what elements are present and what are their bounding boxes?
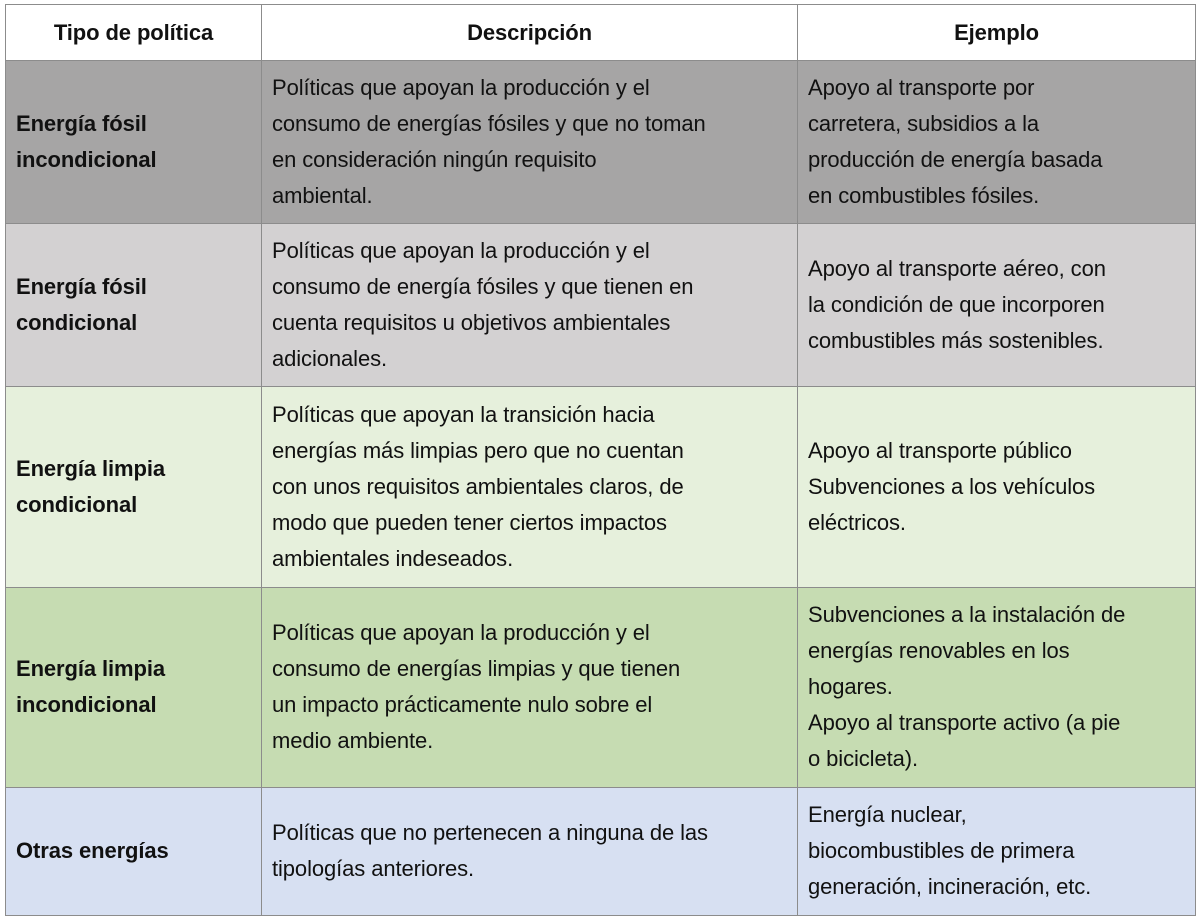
cell-line: Subvenciones a la instalación de [808,602,1126,628]
cell-line: Apoyo al transporte aéreo, con [808,256,1106,282]
cell-line: consumo de energías limpias y que tienen [272,656,681,682]
cell-line: ambientales indeseados. [272,545,514,571]
description-cell [262,224,798,387]
type-cell [6,387,262,587]
cell-line: modo que pueden tener ciertos impactos [272,509,667,535]
table-row [6,224,1196,387]
type-cell [6,224,262,387]
cell-line: Energía limpia [16,455,165,481]
cell-line: consumo de energías fósiles y que no toman [272,111,706,137]
description-cell [262,387,798,587]
header-example: Ejemplo [798,5,1196,61]
cell-line: hogares. [808,674,893,700]
policy-table [5,4,1196,916]
cell-line: incondicional [16,692,157,718]
cell-line: consumo de energía fósiles y que tienen en [272,274,694,300]
example-cell [798,224,1196,387]
cell-line: Políticas que apoyan la transición hacia [272,401,655,427]
type-cell [6,587,262,787]
description-cell [262,61,798,224]
cell-line: Políticas que apoyan la producción y el [272,620,650,646]
cell-line: Energía nuclear, [808,802,967,828]
cell-line: biocombustibles de primera [808,838,1075,864]
cell-line: medio ambiente. [272,728,434,754]
cell-line: carretera, subsidios a la [808,111,1040,137]
example-cell [798,387,1196,587]
example-cell [798,587,1196,787]
cell-line: eléctricos. [808,509,906,535]
cell-line: Políticas que apoyan la producción y el [272,238,650,264]
cell-line: combustibles más sostenibles. [808,328,1104,354]
header-description: Descripción [262,5,798,61]
table-body [6,61,1196,916]
cell-line: Otras energías [16,838,169,864]
cell-line: energías más limpias pero que no cuentan [272,437,684,463]
cell-line: ambiental. [272,183,373,209]
cell-line: Políticas que no pertenecen a ninguna de las [272,820,708,846]
cell-line: Energía fósil [16,274,147,300]
cell-line: producción de energía basada [808,147,1103,173]
cell-line: en combustibles fósiles. [808,183,1040,209]
cell-line: energías renovables en los [808,638,1070,664]
cell-line: tipologías anteriores. [272,856,475,882]
cell-line: Apoyo al transporte por [808,75,1035,101]
cell-line: Apoyo al transporte público [808,437,1072,463]
cell-line: adicionales. [272,346,387,372]
cell-line: Apoyo al transporte activo (a pie [808,710,1121,736]
cell-line: con unos requisitos ambientales claros, de [272,473,684,499]
cell-line: incondicional [16,147,157,173]
cell-line: en consideración ningún requisito [272,147,597,173]
example-cell [798,787,1196,915]
table-row [6,387,1196,587]
header-type: Tipo de política [6,5,262,61]
type-cell [6,61,262,224]
cell-line: condicional [16,491,138,517]
cell-line: Subvenciones a los vehículos [808,473,1096,499]
table-row [6,587,1196,787]
cell-line: Energía limpia [16,656,165,682]
cell-line: cuenta requisitos u objetivos ambientales [272,310,671,336]
cell-line: generación, incineración, etc. [808,874,1092,900]
cell-line: Energía fósil [16,111,147,137]
table-header [6,5,1196,61]
cell-line: un impacto prácticamente nulo sobre el [272,692,653,718]
table-row [6,61,1196,224]
description-cell [262,587,798,787]
example-cell [798,61,1196,224]
type-cell [6,787,262,915]
cell-line: Políticas que apoyan la producción y el [272,75,650,101]
header-row [6,5,1196,61]
description-cell [262,787,798,915]
cell-line: condicional [16,310,138,336]
cell-line: la condición de que incorporen [808,292,1105,318]
table-row [6,787,1196,915]
cell-line: o bicicleta). [808,746,918,772]
